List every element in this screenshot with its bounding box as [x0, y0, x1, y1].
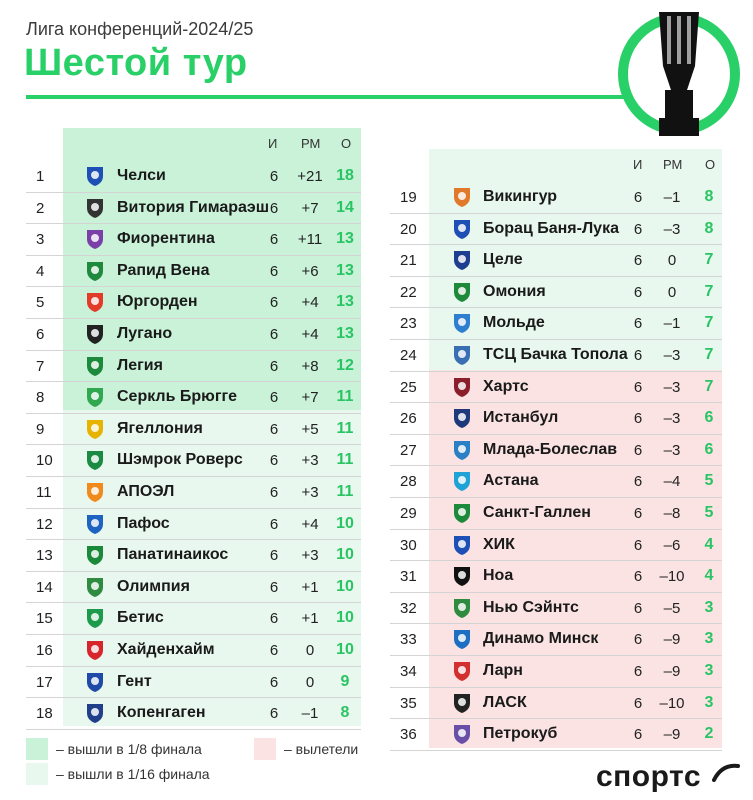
team-points: 13 — [336, 230, 354, 248]
table-row — [390, 656, 722, 688]
team-games: 6 — [633, 473, 643, 491]
team-points: 14 — [336, 198, 354, 216]
team-logo-icon — [84, 449, 106, 471]
team-points: 3 — [704, 662, 714, 679]
team-points: 3 — [704, 693, 714, 711]
team-name: Пафос — [117, 514, 170, 532]
team-name: Петрокуб — [483, 725, 558, 743]
team-goal-diff: –4 — [663, 473, 681, 491]
team-logo-icon — [451, 692, 473, 714]
team-logo-icon — [451, 249, 473, 271]
team-position: 11 — [36, 484, 52, 501]
team-position: 21 — [400, 252, 417, 270]
team-games: 6 — [633, 410, 643, 428]
table-header — [390, 149, 722, 179]
team-logo-icon — [451, 597, 473, 619]
team-games: 6 — [269, 199, 279, 217]
team-points: 5 — [704, 472, 714, 490]
team-games: 6 — [633, 568, 643, 586]
table-row — [390, 214, 722, 246]
team-points: 8 — [340, 704, 350, 722]
team-position: 20 — [400, 220, 417, 238]
team-position: 8 — [36, 389, 45, 407]
table-row — [26, 698, 361, 730]
team-points: 13 — [336, 293, 354, 311]
team-logo-icon — [84, 260, 106, 282]
table-row — [390, 498, 722, 530]
team-logo-icon — [84, 481, 106, 503]
table-row — [390, 435, 722, 467]
team-games: 6 — [633, 694, 643, 712]
table-row — [26, 161, 361, 193]
team-position: 17 — [36, 673, 53, 691]
team-position: 35 — [400, 694, 417, 712]
table-row — [390, 182, 722, 214]
team-games: 6 — [633, 315, 643, 333]
team-position: 1 — [36, 168, 45, 185]
team-name: Целе — [483, 251, 523, 269]
legend-label-top8: – вышли в 1/8 финала — [56, 741, 202, 757]
team-goal-diff: +1 — [301, 578, 319, 596]
team-points: 7 — [704, 251, 714, 269]
team-logo-icon — [84, 228, 106, 250]
team-goal-diff: 0 — [305, 673, 315, 691]
team-points: 3 — [704, 630, 714, 648]
team-logo-icon — [451, 534, 473, 556]
team-games: 6 — [633, 220, 643, 238]
table-row — [390, 245, 722, 277]
table-row — [26, 445, 361, 477]
team-points: 8 — [704, 188, 714, 205]
team-points: 11 — [336, 419, 354, 437]
team-position: 7 — [36, 357, 45, 375]
team-logo-icon — [84, 544, 106, 566]
team-position: 10 — [36, 452, 53, 470]
team-logo-icon — [451, 186, 473, 208]
table-row — [26, 509, 361, 541]
team-games: 6 — [269, 705, 279, 723]
trophy-icon — [607, 8, 747, 138]
team-points: 11 — [336, 483, 354, 500]
team-logo-icon — [84, 607, 106, 629]
team-games: 6 — [633, 663, 643, 680]
team-logo-icon — [84, 513, 106, 535]
team-logo-icon — [451, 723, 473, 745]
team-goal-diff: –10 — [659, 694, 685, 712]
team-position: 16 — [36, 642, 53, 659]
table-row — [390, 624, 722, 656]
team-goal-diff: –3 — [663, 441, 681, 459]
team-logo-icon — [451, 660, 473, 682]
team-logo-icon — [84, 702, 106, 724]
team-games: 6 — [269, 610, 279, 628]
team-name: ТСЦ Бачка Топола — [483, 346, 628, 363]
table-row — [26, 287, 361, 319]
team-goal-diff: +5 — [301, 420, 319, 438]
team-games: 6 — [269, 262, 279, 280]
team-name: Нью Сэйнтс — [483, 598, 579, 616]
brand-logo: спортс — [596, 760, 702, 793]
team-logo-icon — [451, 407, 473, 429]
team-position: 15 — [36, 610, 53, 628]
team-points: 10 — [336, 577, 354, 595]
team-logo-icon — [84, 386, 106, 408]
team-logo-icon — [451, 312, 473, 334]
team-position: 12 — [36, 515, 53, 533]
team-goal-diff: +7 — [301, 199, 319, 217]
team-goal-diff: +3 — [301, 547, 319, 565]
team-goal-diff: –1 — [301, 705, 319, 723]
team-position: 28 — [400, 473, 417, 491]
team-games: 6 — [633, 252, 643, 270]
team-logo-icon — [84, 197, 106, 219]
team-games: 6 — [269, 168, 279, 185]
column-diff: РМ — [301, 136, 321, 151]
team-name: ЛАСК — [483, 693, 527, 711]
team-goal-diff: +4 — [301, 515, 319, 533]
team-games: 6 — [269, 547, 279, 565]
team-points: 6 — [704, 440, 714, 458]
table-row — [390, 466, 722, 498]
team-games: 6 — [633, 189, 643, 206]
team-points: 9 — [340, 672, 350, 690]
table-row — [26, 351, 361, 383]
team-position: 3 — [36, 231, 45, 249]
team-points: 4 — [704, 535, 714, 553]
team-logo-icon — [451, 470, 473, 492]
team-goal-diff: –9 — [663, 631, 681, 649]
team-position: 30 — [400, 536, 417, 554]
team-games: 6 — [633, 599, 643, 617]
table-row — [26, 193, 361, 225]
team-goal-diff: –3 — [663, 220, 681, 238]
team-points: 7 — [704, 377, 714, 395]
team-position: 22 — [400, 283, 417, 301]
team-points: 10 — [336, 641, 354, 658]
legend-label-relegated: – вылетели — [284, 741, 359, 757]
table-row — [26, 477, 361, 509]
title-underline — [26, 95, 626, 99]
team-name: Истанбул — [483, 409, 559, 427]
team-games: 6 — [633, 631, 643, 649]
team-name: Панатинаикос — [117, 546, 229, 564]
team-goal-diff: –6 — [663, 536, 681, 554]
team-logo-icon — [84, 639, 106, 661]
team-goal-diff: +1 — [301, 610, 319, 628]
team-games: 6 — [269, 326, 279, 343]
team-position: 6 — [36, 326, 45, 343]
team-position: 27 — [400, 441, 417, 459]
team-goal-diff: –3 — [663, 410, 681, 428]
team-name: Астана — [483, 472, 539, 490]
team-goal-diff: +21 — [297, 168, 323, 185]
team-logo-icon — [451, 376, 473, 398]
table-row — [390, 277, 722, 309]
team-games: 6 — [269, 484, 279, 501]
team-goal-diff: +7 — [301, 389, 319, 407]
team-games: 6 — [269, 294, 279, 312]
legend-swatch-top8 — [26, 738, 48, 760]
team-name: АПОЭЛ — [117, 483, 175, 500]
team-position: 32 — [400, 599, 417, 617]
team-goal-diff: –8 — [663, 505, 681, 522]
brand-swoosh-icon — [712, 762, 740, 784]
team-logo-icon — [84, 165, 106, 187]
team-logo-icon — [451, 218, 473, 240]
team-games: 6 — [269, 642, 279, 659]
team-name: Гент — [117, 672, 152, 690]
team-games: 6 — [269, 231, 279, 249]
table-row — [390, 403, 722, 435]
team-name: Юргорден — [117, 293, 198, 311]
table-row — [26, 603, 361, 635]
team-goal-diff: –3 — [663, 378, 681, 396]
team-logo-icon — [451, 439, 473, 461]
team-games: 6 — [633, 441, 643, 459]
team-games: 6 — [633, 347, 643, 364]
table-row — [26, 635, 361, 667]
team-logo-icon — [451, 344, 473, 366]
team-name: Шэмрок Роверс — [117, 451, 243, 469]
team-name: Витория Гимараэш — [117, 198, 270, 216]
team-goal-diff: +3 — [301, 484, 319, 501]
team-position: 33 — [400, 631, 417, 649]
team-name: ХИК — [483, 535, 515, 553]
team-position: 4 — [36, 262, 45, 280]
team-name: Легия — [117, 356, 163, 374]
team-games: 6 — [269, 357, 279, 375]
team-points: 7 — [704, 346, 714, 363]
team-points: 3 — [704, 598, 714, 616]
team-goal-diff: –1 — [663, 315, 681, 333]
table-row — [26, 319, 361, 351]
column-games: И — [268, 136, 278, 151]
legend-label-playoff: – вышли в 1/16 финала — [56, 766, 210, 782]
team-goal-diff: –1 — [663, 189, 681, 206]
table-row — [390, 688, 722, 720]
team-name: Челси — [117, 167, 166, 184]
team-goal-diff: +4 — [301, 326, 319, 343]
team-points: 10 — [336, 609, 354, 627]
team-games: 6 — [633, 505, 643, 522]
table-row — [390, 719, 722, 751]
column-games: И — [633, 157, 643, 172]
table-row — [26, 382, 361, 414]
column-points: О — [705, 157, 716, 172]
team-goal-diff: +3 — [301, 452, 319, 470]
team-position: 26 — [400, 410, 417, 428]
team-goal-diff: +4 — [301, 294, 319, 312]
legend-swatch-playoff — [26, 763, 48, 785]
standings-table-right — [390, 149, 722, 749]
table-row — [390, 530, 722, 562]
team-goal-diff: –5 — [663, 599, 681, 617]
column-diff: РМ — [663, 157, 683, 172]
team-games: 6 — [633, 726, 643, 744]
team-position: 36 — [400, 726, 417, 744]
table-row — [390, 308, 722, 340]
team-games: 6 — [269, 515, 279, 533]
team-name: Фиорентина — [117, 230, 215, 248]
team-points: 8 — [704, 219, 714, 237]
team-position: 14 — [36, 578, 53, 596]
table-row — [390, 593, 722, 625]
team-name: Ноа — [483, 567, 514, 585]
team-goal-diff: 0 — [667, 252, 677, 270]
page-title: Шестой тур — [24, 42, 248, 84]
team-name: Бетис — [117, 609, 164, 627]
team-position: 9 — [36, 420, 45, 438]
team-points: 10 — [336, 546, 354, 564]
team-points: 18 — [336, 167, 354, 184]
table-header — [26, 128, 361, 158]
team-name: Серкль Брюгге — [117, 388, 238, 406]
team-logo-icon — [84, 671, 106, 693]
team-games: 6 — [633, 378, 643, 396]
team-points: 7 — [704, 314, 714, 332]
table-row — [26, 540, 361, 572]
team-name: Копенгаген — [117, 704, 206, 722]
team-logo-icon — [451, 281, 473, 303]
team-position: 24 — [400, 347, 417, 364]
team-games: 6 — [269, 578, 279, 596]
team-games: 6 — [269, 673, 279, 691]
team-name: Млада-Болеслав — [483, 440, 618, 458]
table-row — [390, 372, 722, 404]
team-goal-diff: –9 — [663, 663, 681, 680]
team-logo-icon — [84, 291, 106, 313]
team-goal-diff: 0 — [305, 642, 315, 659]
team-name: Олимпия — [117, 577, 190, 595]
team-position: 18 — [36, 705, 53, 723]
team-position: 31 — [400, 568, 417, 586]
team-position: 25 — [400, 378, 417, 396]
team-position: 29 — [400, 505, 417, 522]
team-goal-diff: +6 — [301, 262, 319, 280]
team-position: 23 — [400, 315, 417, 333]
team-logo-icon — [84, 418, 106, 440]
team-logo-icon — [451, 628, 473, 650]
team-name: Ягеллония — [117, 419, 203, 437]
team-logo-icon — [84, 576, 106, 598]
team-games: 6 — [269, 420, 279, 438]
team-logo-icon — [84, 355, 106, 377]
table-row — [26, 224, 361, 256]
team-goal-diff: –3 — [663, 347, 681, 364]
team-points: 13 — [336, 261, 354, 279]
team-points: 13 — [336, 325, 354, 342]
team-games: 6 — [633, 283, 643, 301]
team-logo-icon — [84, 323, 106, 345]
column-points: О — [341, 136, 352, 151]
team-name: Лугано — [117, 325, 173, 342]
team-points: 11 — [336, 451, 354, 469]
team-position: 5 — [36, 294, 45, 312]
page-subtitle: Лига конференций-2024/25 — [26, 19, 254, 39]
team-name: Рапид Вена — [117, 261, 210, 279]
table-row — [26, 256, 361, 288]
team-games: 6 — [269, 452, 279, 470]
team-goal-diff: +8 — [301, 357, 319, 375]
team-goal-diff: –9 — [663, 726, 681, 744]
team-logo-icon — [451, 565, 473, 587]
team-name: Ларн — [483, 662, 523, 679]
team-name: Санкт-Галлен — [483, 504, 591, 521]
team-position: 13 — [36, 547, 53, 565]
team-goal-diff: 0 — [667, 283, 677, 301]
table-row — [26, 667, 361, 699]
team-name: Борац Баня-Лука — [483, 219, 619, 237]
team-logo-icon — [451, 502, 473, 524]
table-row — [26, 572, 361, 604]
team-points: 7 — [704, 282, 714, 300]
team-games: 6 — [633, 536, 643, 554]
team-name: Хайденхайм — [117, 641, 215, 658]
team-name: Мольде — [483, 314, 545, 332]
team-points: 2 — [704, 725, 714, 743]
team-points: 10 — [336, 514, 354, 532]
table-row — [390, 561, 722, 593]
team-position: 19 — [400, 189, 417, 206]
team-name: Хартс — [483, 377, 529, 395]
team-position: 34 — [400, 663, 417, 680]
table-row — [390, 340, 722, 372]
team-position: 2 — [36, 199, 45, 217]
team-games: 6 — [269, 389, 279, 407]
team-name: Динамо Минск — [483, 630, 599, 648]
team-goal-diff: –10 — [659, 568, 685, 586]
table-row — [26, 414, 361, 446]
team-points: 5 — [704, 504, 714, 521]
legend-swatch-relegated — [254, 738, 276, 760]
team-points: 6 — [704, 409, 714, 427]
team-name: Омония — [483, 282, 546, 300]
team-name: Викингур — [483, 188, 558, 205]
standings-table-left — [26, 128, 361, 728]
team-points: 12 — [336, 356, 354, 374]
team-points: 4 — [704, 567, 714, 585]
team-points: 11 — [336, 388, 354, 406]
team-goal-diff: +11 — [297, 231, 323, 249]
